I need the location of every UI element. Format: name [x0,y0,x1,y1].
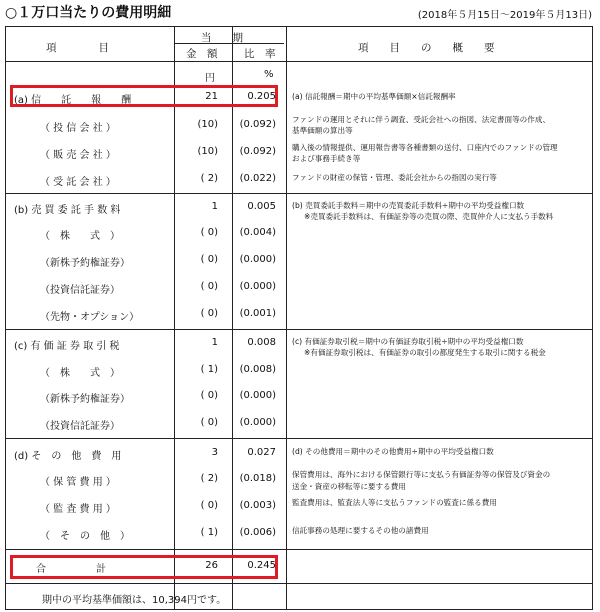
row-amount: ( 1) [200,527,218,538]
row-amount: ( 2) [200,173,218,184]
row-amount: 1 [211,201,218,212]
note-d-text: 監査費用は、監査法人等に支払うファンドの監査に係る費用 [292,498,497,507]
row-label: （ 株 式 ） [40,231,120,242]
note-d-text: 保管費用は、海外における保管銀行等に支払う有価証券等の保管及び資金の [292,470,551,479]
row-ratio: (0.001) [239,308,276,319]
row-amount: 1 [211,337,218,348]
header-touki: 当 期 [201,32,243,44]
header-item: 項 目 [46,42,109,54]
note-b-text: ※売買委託手数料は、有価証券等の売買の際、売買仲介人に支払う手数料 [304,212,554,221]
note-c-formula: (c) 有価証券取引税＝期中の有価証券取引税÷期中の平均受益権口数 [292,337,524,346]
header-ratio: 比 率 [244,48,276,60]
col-divider [174,27,175,609]
note-d-text: 信託事務の処理に要するその他の諸費用 [292,526,429,535]
row-ratio: (0.018) [239,473,276,484]
row-label: （投資信託証券） [40,421,120,432]
page-title: ○１万口当たりの費用明細 [5,5,172,21]
total-highlight [10,555,278,579]
period-label: (2018年５月15日～2019年５月13日) [417,10,592,21]
row-ratio: (0.000) [239,390,276,401]
row-amount: ( 0) [200,500,218,511]
row-amount: 21 [205,91,218,102]
row-ratio: 0.027 [247,447,276,458]
note-a-text: 基準価額の算出等 [292,126,353,135]
row-amount: 3 [211,447,218,458]
note-a-text: ファンドの運用とそれに伴う調査、受託会社への指図、法定書面等の作成、 [292,115,551,124]
note-a-text: 購入後の情報提供、運用報告書等各種書類の送付、口座内でのファンドの管理 [292,143,558,152]
row-label: （新株予約権証券） [40,394,130,405]
note-a-text: および事務手続き等 [292,154,361,163]
row-ratio: (0.000) [239,254,276,265]
row-ratio: (0.006) [239,527,276,538]
row-ratio: 0.205 [247,91,276,102]
row-label: （ 保 管 費 用 ） [40,477,116,488]
row-ratio: (0.000) [239,417,276,428]
row-ratio: (0.004) [239,227,276,238]
row-label: （ 投 信 会 社 ） [40,123,116,134]
row-label: (d) そ の 他 費 用 [14,451,122,462]
section-line [6,193,592,194]
header-amount: 金 額 [186,48,218,60]
row-amount: ( 0) [200,390,218,401]
section-line [6,549,592,550]
note-c-text: ※有価証券取引税は、有価証券の取引の都度発生する取引に関する税金 [304,348,546,357]
row-label: （ そ の 他 ） [40,531,130,542]
cost-table [5,26,593,610]
row-amount: ( 0) [200,227,218,238]
note-b-formula: (b) 売買委託手数料＝期中の売買委託手数料÷期中の平均受益権口数 [292,201,525,210]
section-line [6,438,592,439]
row-ratio: (0.008) [239,364,276,375]
total-ratio: 0.245 [247,560,276,571]
row-ratio: (0.022) [239,173,276,184]
row-ratio: 0.008 [247,337,276,348]
row-amount: ( 0) [200,417,218,428]
row-label: （ 監 査 費 用 ） [40,504,116,515]
row-ratio: 0.005 [247,201,276,212]
row-amount: ( 0) [200,254,218,265]
row-ratio: (0.092) [239,119,276,130]
section-line [6,329,592,330]
row-label: （投資信託証券） [40,285,120,296]
row-label: （ 株 式 ） [40,368,120,379]
row-amount: ( 2) [200,473,218,484]
total-amount: 26 [205,560,218,571]
header-overview: 項 目 の 概 要 [358,42,495,54]
note-d-text: 送金・資産の移転等に要する費用 [292,482,406,491]
col-divider [232,27,233,609]
row-label: (b) 売 買 委 託 手 数 料 [14,205,121,216]
col-divider [286,27,287,609]
note-d-formula: (d) その他費用＝期中のその他費用÷期中の平均受益権口数 [292,447,494,456]
row-label: （新株予約権証券） [40,258,130,269]
row-ratio: (0.003) [239,500,276,511]
average-price-footnote: 期中の平均基準価額は、10,394円です。 [42,595,227,606]
trust-fee-highlight [10,85,278,107]
row-label: (a) 信 託 報 酬 [14,95,132,106]
note-a-formula: (a) 信託報酬＝期中の平均基準価額×信託報酬率 [292,92,456,101]
row-amount: (10) [197,119,218,130]
section-line [6,583,592,584]
note-a-text: ファンドの財産の保管・管理、委託会社からの指図の実行等 [292,173,497,182]
row-amount: ( 0) [200,308,218,319]
row-amount: (10) [197,146,218,157]
row-label: (c) 有 価 証 券 取 引 税 [14,341,120,352]
header-line [6,61,592,62]
total-label: 合 計 [36,564,106,575]
row-label: （先物・オプション） [40,312,140,323]
row-amount: ( 0) [200,281,218,292]
row-ratio: (0.092) [239,146,276,157]
row-amount: ( 1) [200,364,218,375]
row-label: （ 受 託 会 社 ） [40,177,116,188]
unit-yen: 円 [205,73,215,84]
unit-percent: % [264,69,274,80]
row-ratio: (0.000) [239,281,276,292]
row-label: （ 販 売 会 社 ） [40,150,116,161]
